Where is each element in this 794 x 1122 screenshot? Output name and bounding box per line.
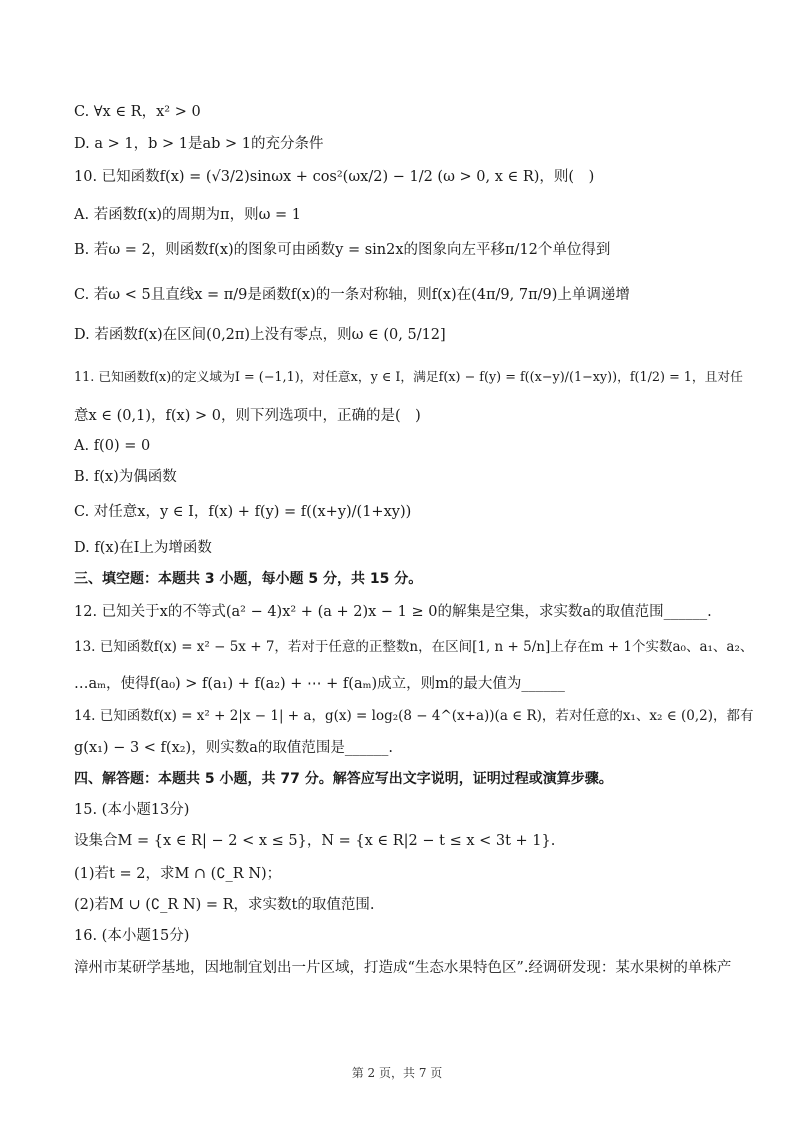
question-16-text: 漳州市某研学基地，因地制宜划出一片区域，打造成“生态水果特色区”.经调研发现：某水果树的单株产 [74,960,732,976]
option-11d: D. f(x)在I上为增函数 [74,540,212,556]
page-footer: 第 2 页，共 7 页 [351,1066,443,1080]
question-13: 13. 已知函数f(x) = x² − 5x + 7，若对于任意的正整数n，在区间[1, n + 5/n]上存在m + 1个实数a₀、a₁、a₂、 [74,639,754,655]
option-11c: C. 对任意x，y ∈ I，f(x) + f(y) = f((x+y)/(1+xy)) [74,504,412,520]
question-12: 12. 已知关于x的不等式(a² − 4)x² + (a + 2)x − 1 ≥ 0的解集是空集，求实数a的取值范围______. [74,604,712,620]
question-11: 11. 已知函数f(x)的定义域为I = (−1,1)，对任意x，y ∈ I，满足f(x) − f(y) = f((x−y)/(1−xy))，f(1/2) = 1，且对任 [74,370,743,385]
question-15-part2: (2)若M ∪ (∁_R N) = R，求实数t的取值范围. [74,897,375,913]
question-16-header: 16. (本小题15分) [74,928,190,944]
question-15-sets: 设集合M = {x ∈ R| − 2 < x ≤ 5}，N = {x ∈ R|2 − t ≤ x < 3t + 1}. [74,833,556,849]
question-11-cont: 意x ∈ (0,1)，f(x) > 0，则下列选项中，正确的是( ) [74,408,421,424]
option-11b: B. f(x)为偶函数 [74,469,177,485]
question-14-cont: g(x₁) − 3 < f(x₂)，则实数a的取值范围是______. [74,740,393,756]
question-13-cont: …aₘ，使得f(a₀) > f(a₁) + f(a₂) + ⋯ + f(aₘ)成立，则m的最大值为______ [74,676,565,692]
question-15-part1: (1)若t = 2，求M ∩ (∁_R N)； [74,866,282,882]
option-10b: B. 若ω = 2，则函数f(x)的图象可由函数y = sin2x的图象向左平移π/12个单位得到 [74,242,611,258]
question-14: 14. 已知函数f(x) = x² + 2|x − 1| + a，g(x) = log₂(8 − 4^(x+a))(a ∈ R)，若对任意的x₁、x₂ ∈ (0,2)，都有 [74,708,754,724]
option-10c: C. 若ω < 5且直线x = π/9是函数f(x)的一条对称轴，则f(x)在(4π/9, 7π/9)上单调递增 [74,287,630,303]
option-9c: C. ∀x ∈ R，x² > 0 [74,104,201,120]
option-11a: A. f(0) = 0 [74,438,151,454]
section-fill-blank: 三、填空题：本题共 3 小题，每小题 5 分，共 15 分。 [74,571,423,587]
option-10a: A. 若函数f(x)的周期为π，则ω = 1 [74,207,301,223]
question-15-header: 15. (本小题13分) [74,802,190,818]
option-10d: D. 若函数f(x)在区间(0,2π)上没有零点，则ω ∈ (0, 5/12] [74,327,446,343]
question-10: 10. 已知函数f(x) = (√3/2)sinωx + cos²(ωx/2) − 1/2 (ω > 0, x ∈ R)，则( ) [74,169,595,185]
option-9d: D. a > 1，b > 1是ab > 1的充分条件 [74,136,324,152]
section-solutions: 四、解答题：本题共 5 小题，共 77 分。解答应写出文字说明，证明过程或演算步骤。 [74,771,613,787]
